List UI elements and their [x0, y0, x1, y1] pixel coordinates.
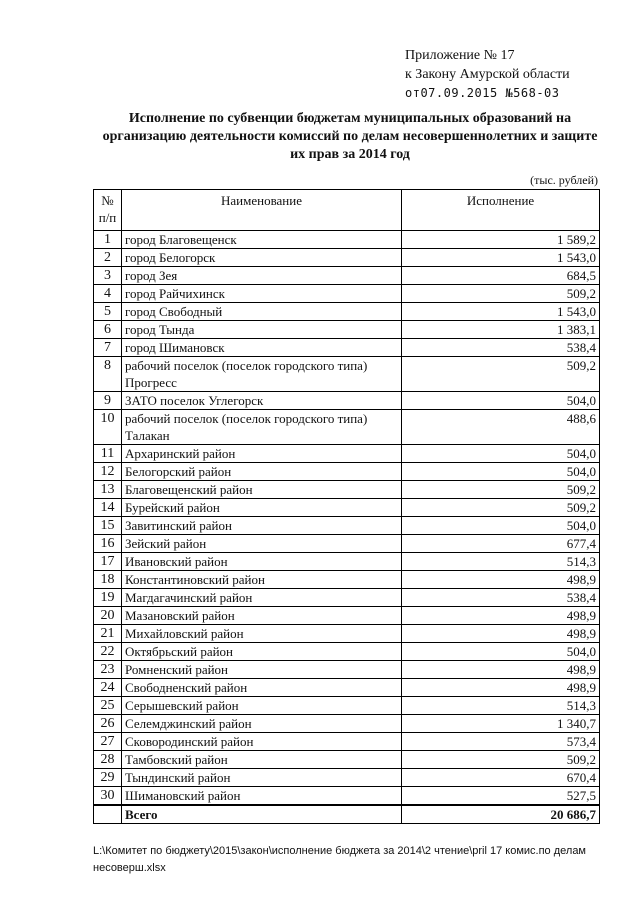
row-name: Ивановский район: [122, 553, 402, 571]
row-number: 17: [94, 553, 122, 571]
row-number: 20: [94, 607, 122, 625]
table-row: [94, 410, 600, 445]
row-value: 1 543,0: [402, 249, 600, 267]
row-number: 3: [94, 267, 122, 285]
row-name: Зейский район: [122, 535, 402, 553]
row-name: Белогорский район: [122, 463, 402, 481]
row-number: 21: [94, 625, 122, 643]
row-number: 9: [94, 392, 122, 410]
table-row: [94, 303, 600, 321]
row-value: 684,5: [402, 267, 600, 285]
row-value: 1 543,0: [402, 303, 600, 321]
row-number: 23: [94, 661, 122, 679]
table-row: [94, 535, 600, 553]
row-name: город Тында: [122, 321, 402, 339]
total-row: [94, 805, 600, 824]
row-value: 1 340,7: [402, 715, 600, 733]
table-row: [94, 357, 600, 392]
row-value: 509,2: [402, 285, 600, 303]
table-row: [94, 285, 600, 303]
row-number: 25: [94, 697, 122, 715]
row-name: Константиновский район: [122, 571, 402, 589]
row-name: рабочий поселок (поселок городского типа) Талакан: [122, 410, 402, 445]
row-value: 504,0: [402, 445, 600, 463]
row-name: город Благовещенск: [122, 231, 402, 249]
appendix-number: Приложение № 17: [405, 48, 515, 63]
row-number: 1: [94, 231, 122, 249]
row-number: 12: [94, 463, 122, 481]
row-value: 488,6: [402, 410, 600, 445]
total-label: Всего: [122, 805, 402, 824]
row-name: рабочий поселок (поселок городского типа) Прогресс: [122, 357, 402, 392]
row-value: 504,0: [402, 643, 600, 661]
row-number: 19: [94, 589, 122, 607]
table-row: [94, 661, 600, 679]
row-number: 26: [94, 715, 122, 733]
row-number: 8: [94, 357, 122, 392]
table-row: [94, 392, 600, 410]
table-row: [94, 751, 600, 769]
table-row: [94, 339, 600, 357]
row-name: Благовещенский район: [122, 481, 402, 499]
table-row: [94, 571, 600, 589]
row-value: 509,2: [402, 481, 600, 499]
row-name: Мазановский район: [122, 607, 402, 625]
row-value: 514,3: [402, 553, 600, 571]
appendix-date: от07.09.2015 №568-03: [405, 86, 560, 100]
row-name: Селемджинский район: [122, 715, 402, 733]
row-name: город Зея: [122, 267, 402, 285]
table-row: [94, 553, 600, 571]
row-value: 498,9: [402, 607, 600, 625]
row-value: 498,9: [402, 571, 600, 589]
units-label: (тыс. рублей): [530, 173, 598, 187]
table-row: [94, 697, 600, 715]
table-row: [94, 769, 600, 787]
row-number: 14: [94, 499, 122, 517]
table-row: [94, 463, 600, 481]
row-value: 1 383,1: [402, 321, 600, 339]
row-name: Серышевский район: [122, 697, 402, 715]
row-number: 6: [94, 321, 122, 339]
row-value: 1 589,2: [402, 231, 600, 249]
row-value: 498,9: [402, 625, 600, 643]
row-name: Сковородинский район: [122, 733, 402, 751]
row-number: 7: [94, 339, 122, 357]
table-row: [94, 249, 600, 267]
row-number: 18: [94, 571, 122, 589]
row-value: 538,4: [402, 339, 600, 357]
row-name: Шимановский район: [122, 787, 402, 806]
row-number: 11: [94, 445, 122, 463]
table-row: [94, 787, 600, 806]
table-row: [94, 625, 600, 643]
table-row: [94, 321, 600, 339]
row-value: 509,2: [402, 499, 600, 517]
total-value: 20 686,7: [402, 805, 600, 824]
row-name: город Белогорск: [122, 249, 402, 267]
row-number: 13: [94, 481, 122, 499]
row-name: Тындинский район: [122, 769, 402, 787]
row-number: 10: [94, 410, 122, 445]
appendix-law: к Закону Амурской области: [405, 67, 570, 82]
row-name: Свободненский район: [122, 679, 402, 697]
appendix-block: [405, 46, 570, 103]
file-path-footer: L:\Комитет по бюджету\2015\закон\исполнение бюджета за 2014\2 чтение\pril 17 комис.по делам несоверш.xlsx: [93, 845, 586, 874]
row-value: 504,0: [402, 463, 600, 481]
table-row: [94, 499, 600, 517]
table-row: [94, 445, 600, 463]
row-value: 514,3: [402, 697, 600, 715]
row-value: 509,2: [402, 357, 600, 392]
row-name: город Шимановск: [122, 339, 402, 357]
row-name: Михайловский район: [122, 625, 402, 643]
row-number: 22: [94, 643, 122, 661]
row-value: 498,9: [402, 661, 600, 679]
table-row: [94, 267, 600, 285]
row-number: 29: [94, 769, 122, 787]
row-name: Октябрьский район: [122, 643, 402, 661]
table-row: [94, 231, 600, 249]
row-value: 677,4: [402, 535, 600, 553]
row-value: 498,9: [402, 679, 600, 697]
row-name: город Свободный: [122, 303, 402, 321]
row-number: 5: [94, 303, 122, 321]
row-name: Завитинский район: [122, 517, 402, 535]
row-name: город Райчихинск: [122, 285, 402, 303]
total-number: [94, 805, 122, 824]
row-value: 509,2: [402, 751, 600, 769]
table-row: [94, 589, 600, 607]
row-name: Ромненский район: [122, 661, 402, 679]
row-name: ЗАТО поселок Углегорск: [122, 392, 402, 410]
document-title: Исполнение по субвенции бюджетам муниципальных образований на организацию деятельности комиссий по делам несовершеннолетних и защите их прав за 2014 год: [102, 111, 598, 162]
row-name: Бурейский район: [122, 499, 402, 517]
table-row: [94, 679, 600, 697]
row-name: Магдагачинский район: [122, 589, 402, 607]
table-row: [94, 733, 600, 751]
header-value: Исполнение: [402, 190, 600, 231]
table-row: [94, 481, 600, 499]
row-number: 2: [94, 249, 122, 267]
row-number: 30: [94, 787, 122, 806]
row-value: 527,5: [402, 787, 600, 806]
table-row: [94, 607, 600, 625]
row-name: Тамбовский район: [122, 751, 402, 769]
header-number: № п/п: [94, 190, 122, 231]
table-row: [94, 715, 600, 733]
row-number: 28: [94, 751, 122, 769]
row-number: 15: [94, 517, 122, 535]
table-row: [94, 643, 600, 661]
row-number: 16: [94, 535, 122, 553]
row-name: Архаринский район: [122, 445, 402, 463]
row-number: 24: [94, 679, 122, 697]
row-value: 573,4: [402, 733, 600, 751]
execution-table: [93, 189, 600, 824]
table-header-row: [94, 190, 600, 231]
row-number: 27: [94, 733, 122, 751]
table-row: [94, 517, 600, 535]
row-value: 538,4: [402, 589, 600, 607]
row-value: 504,0: [402, 392, 600, 410]
row-value: 670,4: [402, 769, 600, 787]
row-value: 504,0: [402, 517, 600, 535]
header-name: Наименование: [122, 190, 402, 231]
row-number: 4: [94, 285, 122, 303]
